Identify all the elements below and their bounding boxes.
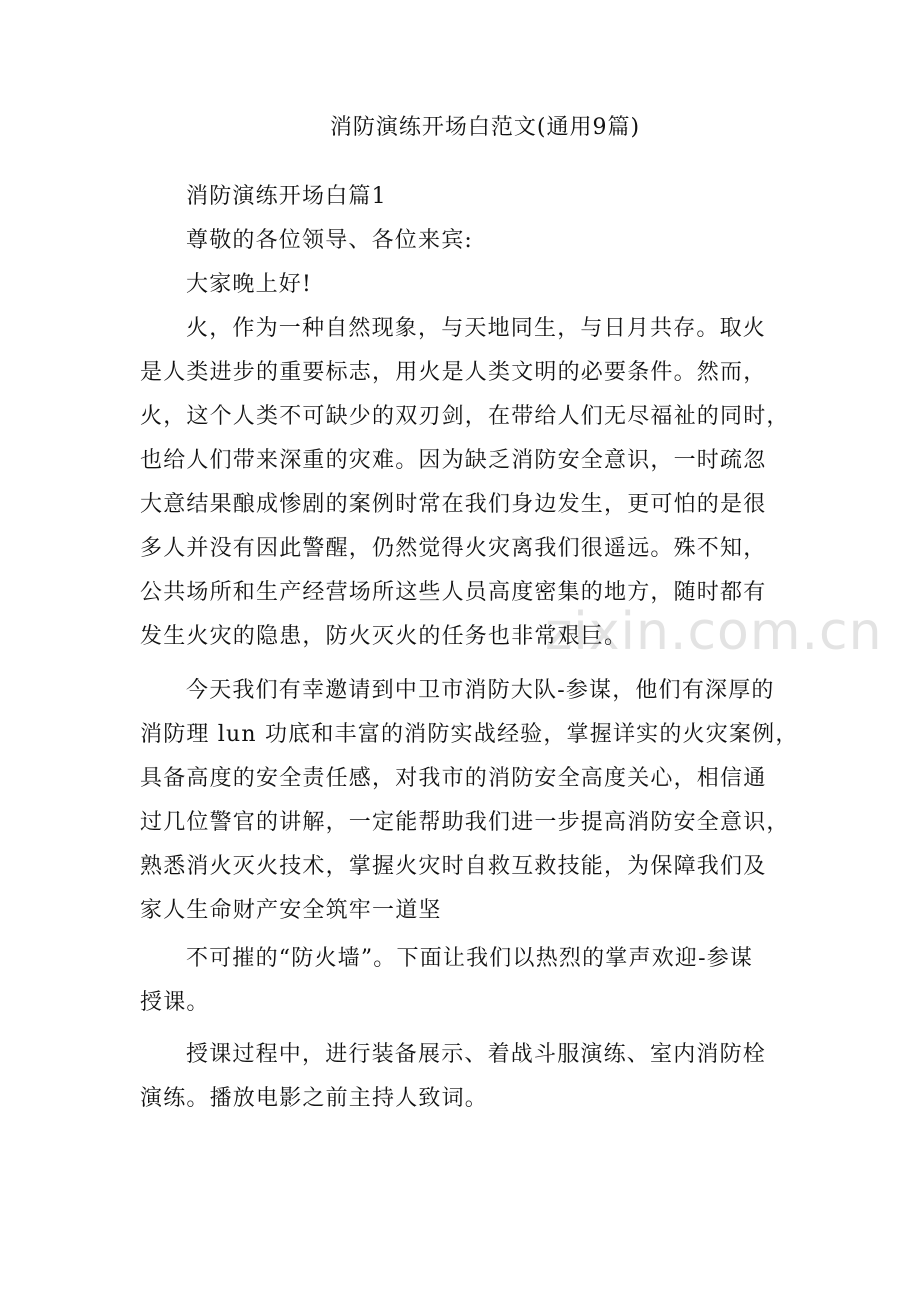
salutation: 尊敬的各位领导、各位来宾: <box>186 228 474 253</box>
paragraph-line: 多人并没有因此警醒，仍然觉得火灾离我们很遥远。殊不知， <box>140 536 767 561</box>
document-title: 消防演练开场白范文(通用9篇) <box>329 115 641 140</box>
greeting: 大家晚上好! <box>186 272 313 297</box>
paragraph-line: 授课过程中，进行装备展示、着战斗服演练、室内消防栓 <box>186 1042 767 1067</box>
paragraph-line: 也给人们带来深重的灾难。因为缺乏消防安全意识，一时疏忽 <box>140 448 767 473</box>
paragraph-line: 不可摧的“防火墙”。下面让我们以热烈的掌声欢迎-参谋 <box>186 946 754 971</box>
paragraph-line: 今天我们有幸邀请到中卫市消防大队-参谋，他们有深厚的 <box>186 678 775 703</box>
paragraph-line: 具备高度的安全责任感，对我市的消防安全高度关心，相信通 <box>140 766 767 791</box>
paragraph-line: 家人生命财产安全筑牢一道坚 <box>140 898 442 923</box>
paragraph-line: 公共场所和生产经营场所这些人员高度密集的地方，随时都有 <box>140 580 767 605</box>
paragraph-line: 演练。播放电影之前主持人致词。 <box>140 1086 489 1111</box>
paragraph-line: 授课。 <box>140 990 210 1015</box>
paragraph-line: 大意结果酿成惨剧的案例时常在我们身边发生，更可怕的是很 <box>140 492 767 517</box>
paragraph-line: 发生火灾的隐患，防火灭火的任务也非常艰巨。 <box>140 624 628 649</box>
paragraph-line: 消防理 lun 功底和丰富的消防实战经验，掌握详实的火灾案例， <box>140 722 799 747</box>
paragraph-line: 过几位警官的讲解，一定能帮助我们进一步提高消防安全意识， <box>140 810 790 835</box>
paragraph-line: 火，作为一种自然现象，与天地同生，与日月共存。取火 <box>186 316 767 341</box>
section-heading: 消防演练开场白篇1 <box>186 184 387 209</box>
paragraph-line: 火，这个人类不可缺少的双刃剑，在带给人们无尽福祉的同时， <box>140 404 790 429</box>
paragraph-line: 熟悉消火灭火技术，掌握火灾时自救互救技能，为保障我们及 <box>140 854 767 879</box>
watermark: zixin.com.cn <box>545 602 883 662</box>
paragraph-line: 是人类进步的重要标志，用火是人类文明的必要条件。然而， <box>140 360 767 385</box>
